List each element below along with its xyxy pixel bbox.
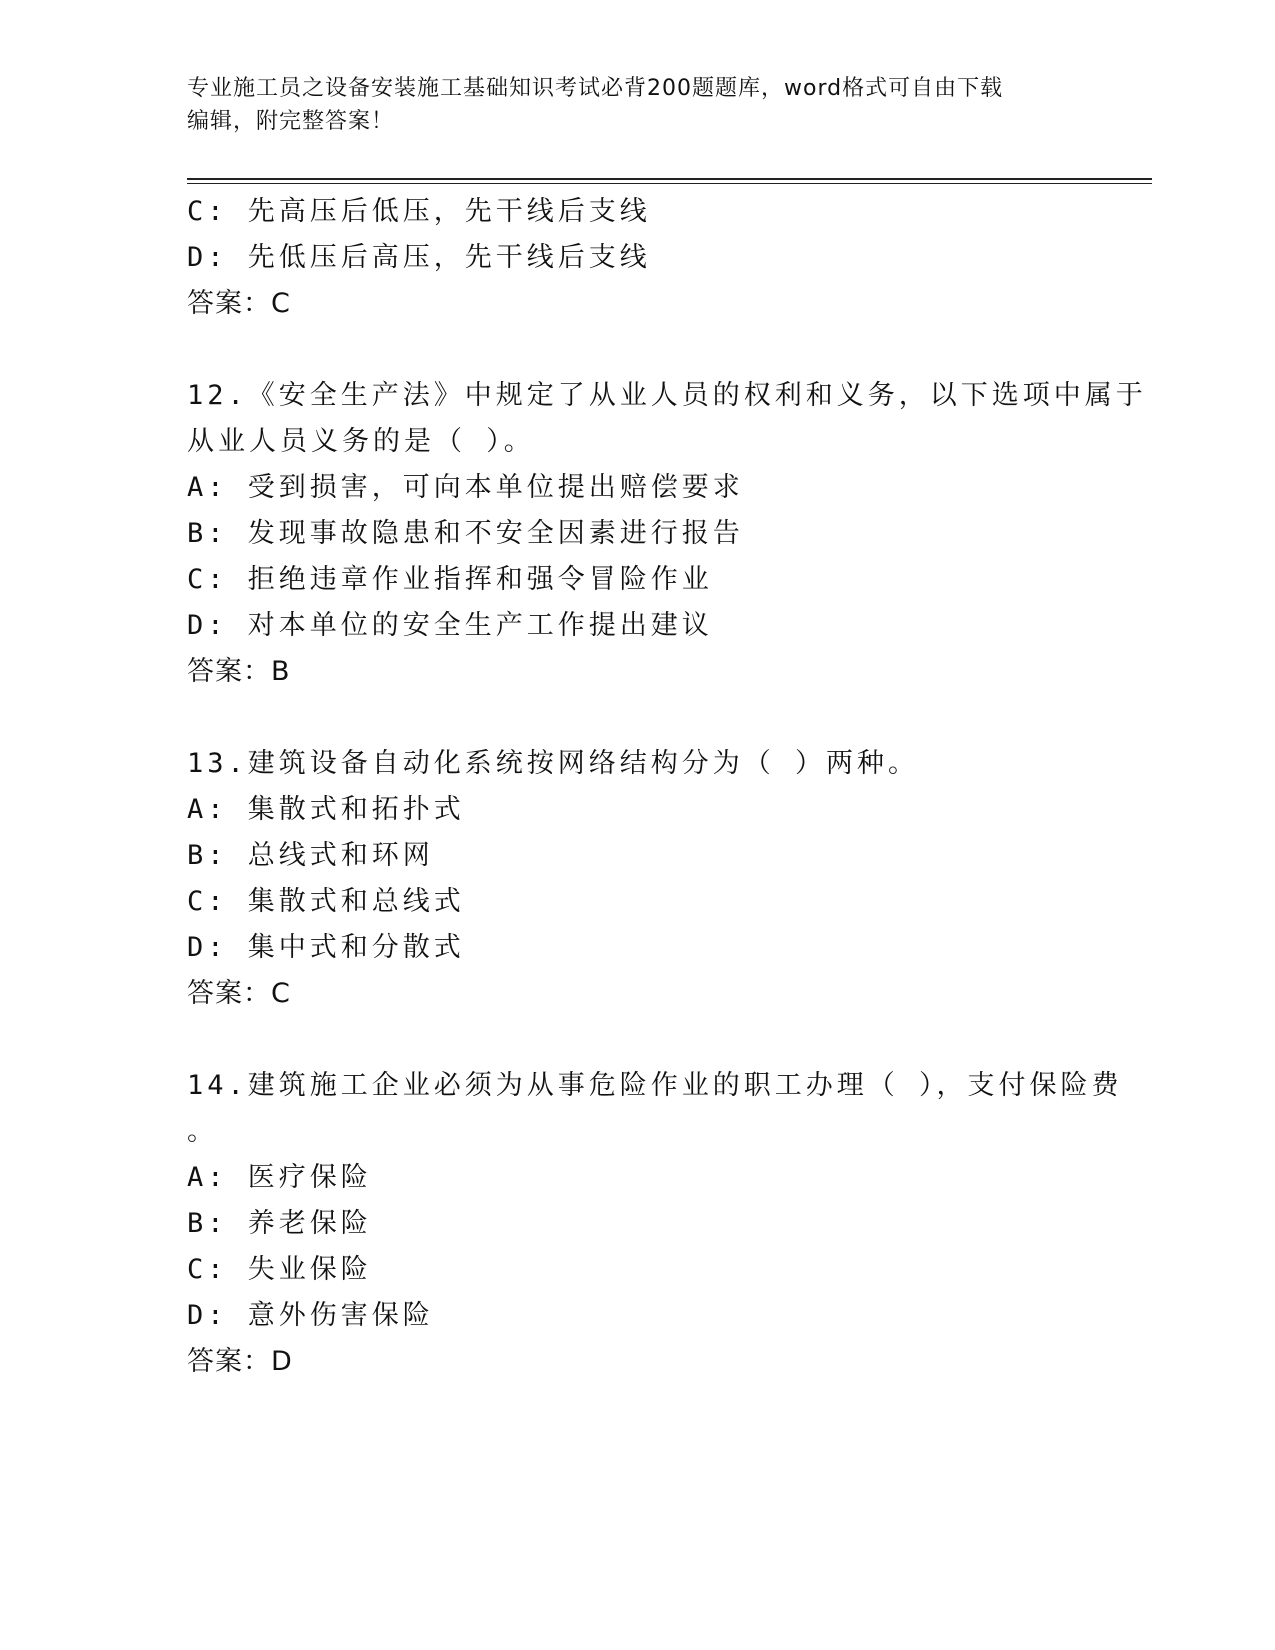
question-spacer [187,695,1087,741]
question-stem: 12.《安全生产法》中规定了从业人员的权利和义务，以下选项中属于 [187,380,1147,411]
option-a: A: 医疗保险 [187,1162,372,1193]
option-b: B: 总线式和环网 [187,840,434,871]
option-c: C: 先高压后低压，先干线后支线 [187,196,651,227]
question-spacer [187,1017,1087,1063]
option-a: A: 集散式和拓扑式 [187,794,465,825]
header-divider-thin [187,183,1152,184]
answer-line: 答案：C [187,978,291,1009]
option-a: A: 受到损害，可向本单位提出赔偿要求 [187,472,744,503]
option-c: C: 集散式和总线式 [187,886,465,917]
page-title-line-1: 专业施工员之设备安装施工基础知识考试必背200题题库，word格式可自由下载 [187,76,1004,101]
option-d: D: 意外伤害保险 [187,1300,434,1331]
answer-line: 答案：B [187,656,291,687]
page-title-line-2: 编辑，附完整答案！ [187,109,395,134]
answer-line: 答案：C [187,288,291,319]
question-stem: 。 [187,1116,218,1147]
question-spacer [187,327,1087,373]
question-content [187,189,1147,1385]
answer-line: 答案：D [187,1346,293,1377]
page-header [187,72,1087,138]
question-stem: 14.建筑施工企业必须为从事危险作业的职工办理（ ），支付保险费 [187,1070,1123,1101]
question-stem: 13.建筑设备自动化系统按网络结构分为（ ）两种。 [187,748,920,779]
header-divider-thick [187,178,1152,180]
option-d: D: 集中式和分散式 [187,932,465,963]
option-d: D: 对本单位的安全生产工作提出建议 [187,610,713,641]
option-c: C: 失业保险 [187,1254,372,1285]
option-c: C: 拒绝违章作业指挥和强令冒险作业 [187,564,713,595]
option-d: D: 先低压后高压，先干线后支线 [187,242,651,273]
question-stem: 从业人员义务的是（ ）。 [187,426,535,457]
option-b: B: 养老保险 [187,1208,372,1239]
option-b: B: 发现事故隐患和不安全因素进行报告 [187,518,744,549]
